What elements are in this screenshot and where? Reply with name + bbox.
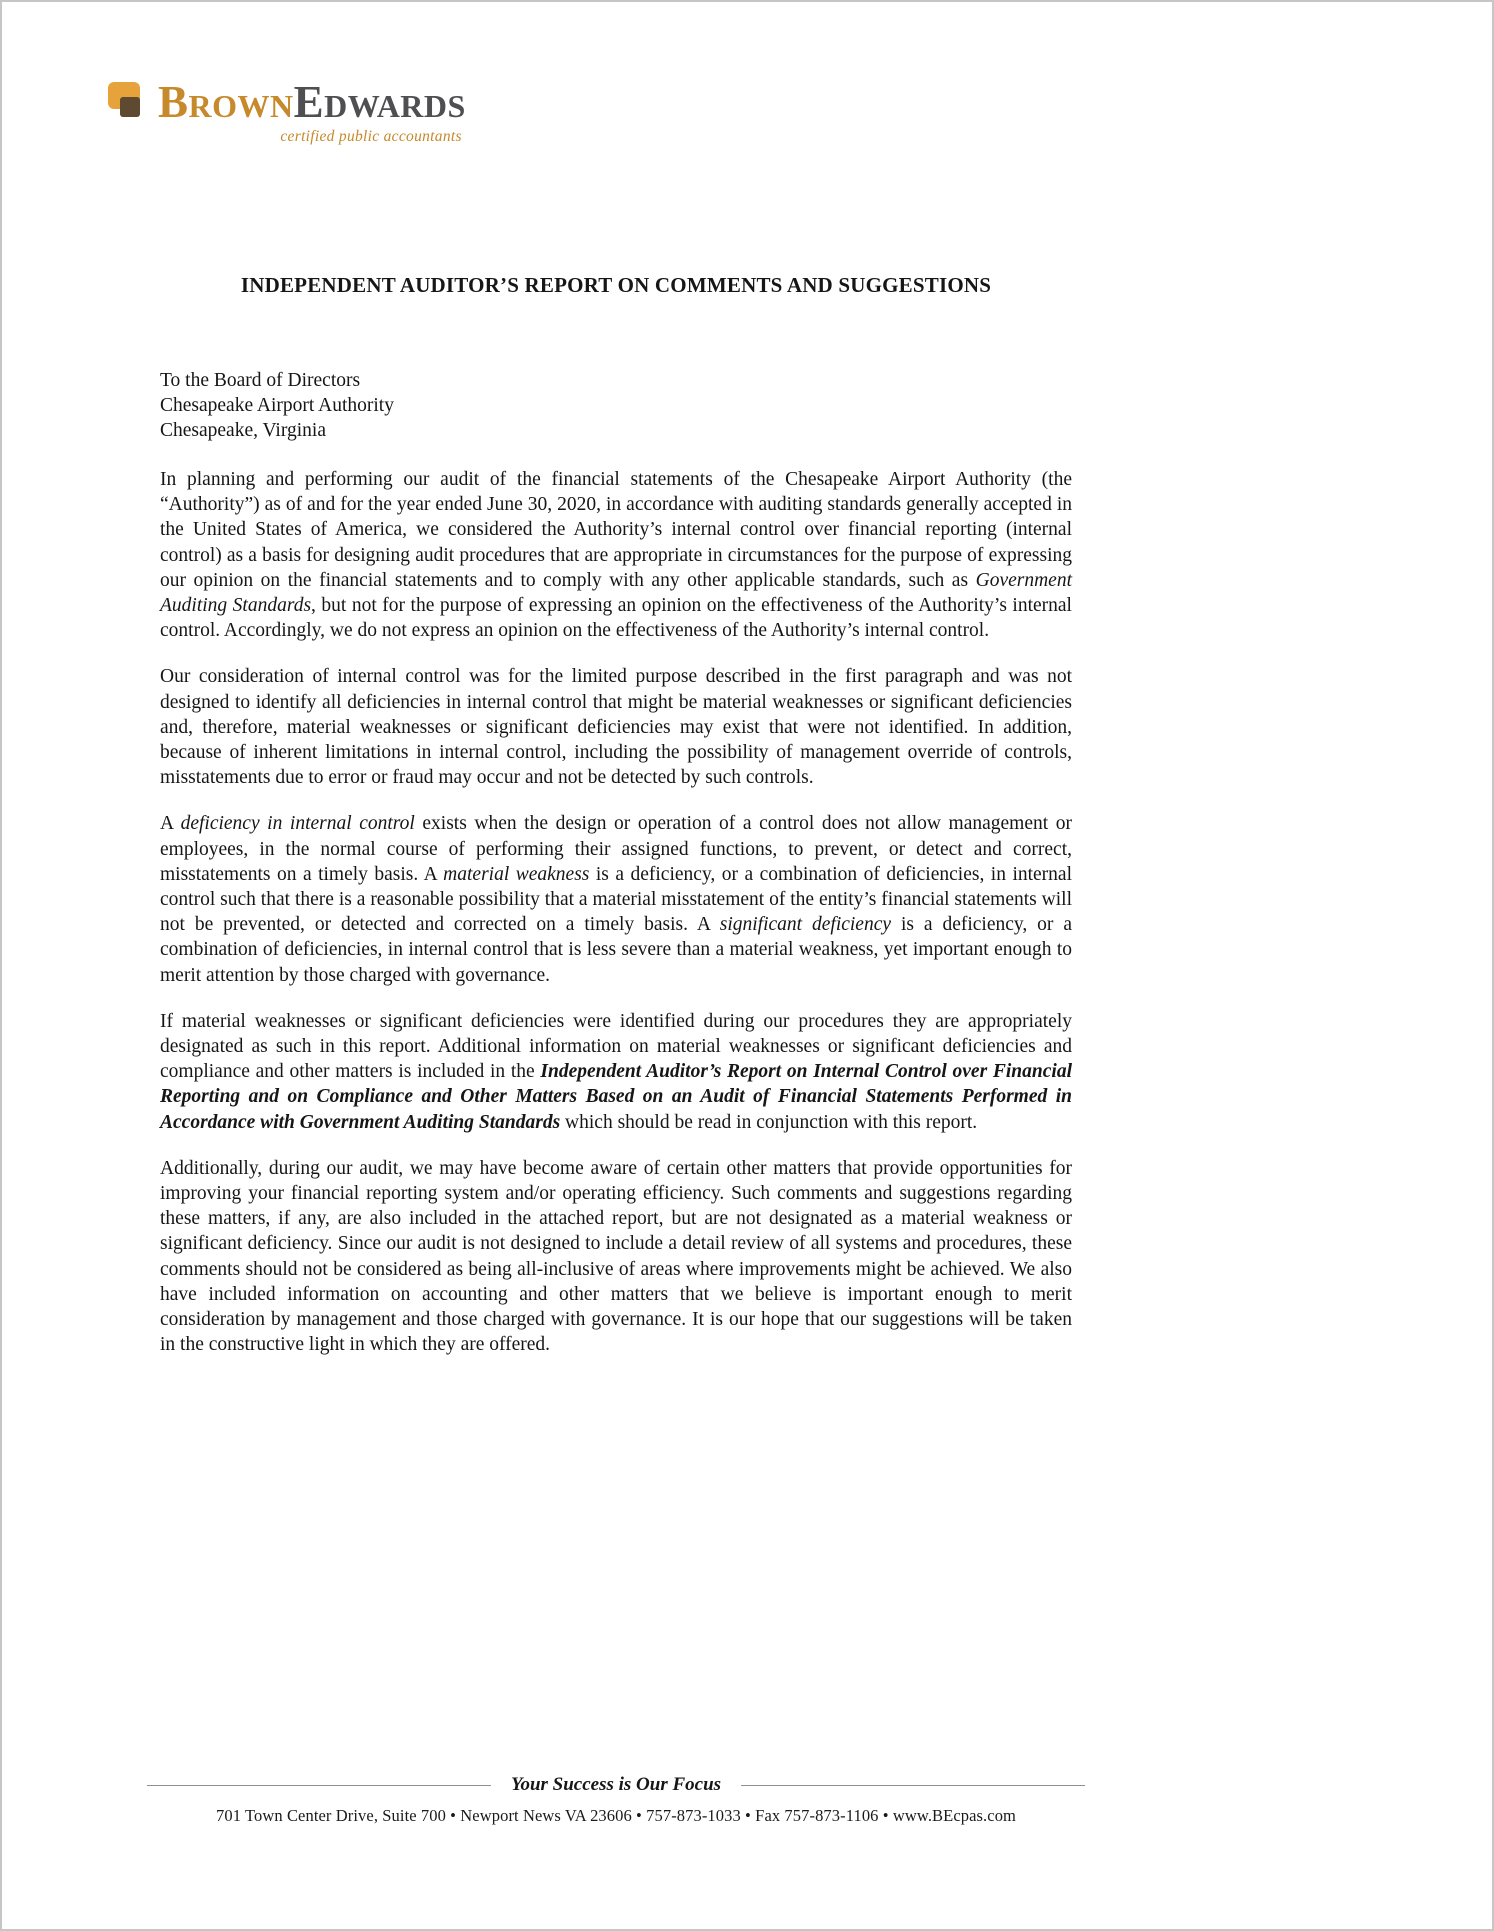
paragraph-introduction: In planning and performing our audit of the financial statements of the Chesapeake Airport Authority (the “Authority”) as of and for the year ended June 30, 2020, in accordance with auditing standards generally accepted in the United States of America, we considered the Authority’s internal control over financial reporting (internal control) as a basis for designing audit procedures that are appropriate in circumstances for the purpose of expressing our opinion on the financial statements and to comply with any other applicable standards, such as Government Auditing Standards, but not for the purpose of expressing an opinion on the effectiveness of the Authority’s internal control. Accordingly, we do not express an opinion on the effectiveness of the Authority’s internal control. <box>160 469 1072 642</box>
footer-slogan-row <box>147 1774 1085 1796</box>
paragraph-other-matters: Additionally, during our audit, we may have become aware of certain other matters that provide opportunities for improving your financial reporting system and/or operating efficiency. Such comments and suggestions regarding these matters, if any, are also included in the attached report, but are not designated as a material weakness or significant deficiency. Since our audit is not designed to include a detail review of all systems and procedures, these comments should not be considered as being all-inclusive of areas where improvements might be achieved. We also have included information on accounting and other matters that we believe is important enough to merit consideration by management and those charged with governance. It is our hope that our suggestions will be taken in the constructive light in which they are offered. <box>160 1157 1072 1356</box>
paragraph-definitions: A deficiency in internal control exists when the design or operation of a control does not allow management or employees, in the normal course of performing their assigned functions, to prevent, or detect and correct, misstatements on a timely basis. A material weakness is a deficiency, or a combination of deficiencies, in internal control such that there is a reasonable possibility that a material misstatement of the entity’s financial statements will not be prevented, or detected and corrected on a timely basis. A significant deficiency is a deficiency, or a combination of deficiencies, in internal control that is less severe than a material weakness, yet important enough to merit attention by those charged with governance. <box>160 813 1073 986</box>
footer-rule-right <box>741 1785 1085 1786</box>
paragraph-report-reference: If material weaknesses or significant deficiencies were identified during our procedures they are appropriately designated as such in this report. Additional information on material weaknesses or significant deficiencies and compliance and other matters is included in the Independent Auditor’s Report on Internal Control over Financial Reporting and on Compliance and Other Matters Based on an Audit of Financial Statements Performed in Accordance with Government Auditing Standards which should be read in conjunction with this report. <box>160 1010 1072 1133</box>
brand-name-brown: Brown <box>158 77 294 127</box>
logo-brown-square <box>120 97 140 117</box>
address-line-organization: Chesapeake Airport Authority <box>160 395 394 416</box>
body-paragraphs <box>160 467 1072 1358</box>
address-line-recipient: To the Board of Directors <box>160 370 361 391</box>
paragraph-consideration: Our consideration of internal control was for the limited purpose described in the first paragraph and was not designed to identify all deficiencies in internal control that might be material weaknesses or significant deficiencies and, therefore, material weaknesses or significant deficiencies may exist that were not identified. In addition, because of inherent limitations in internal control, including the possibility of management override of controls, misstatements due to error or fraud may occur and not be detected by such controls. <box>160 666 1072 789</box>
page-footer <box>147 1774 1085 1826</box>
brand-tagline: certified public accountants <box>280 128 462 145</box>
report-title: INDEPENDENT AUDITOR’S REPORT ON COMMENTS AND SUGGESTIONS <box>240 273 992 297</box>
footer-rule-left <box>147 1785 491 1786</box>
letter-body <box>160 2 1072 1379</box>
address-line-location: Chesapeake, Virginia <box>160 420 326 441</box>
brand-name-edwards: Edwards <box>293 77 466 127</box>
footer-address: 701 Town Center Drive, Suite 700 • Newport News VA 23606 • 757-873-1033 • Fax 757-873-1106 • www.BEcpas.com <box>216 1806 1016 1825</box>
brand-logo-icon <box>108 82 152 132</box>
footer-slogan: Your Success is Our Focus <box>510 1774 722 1795</box>
recipient-address-block <box>160 368 1072 443</box>
